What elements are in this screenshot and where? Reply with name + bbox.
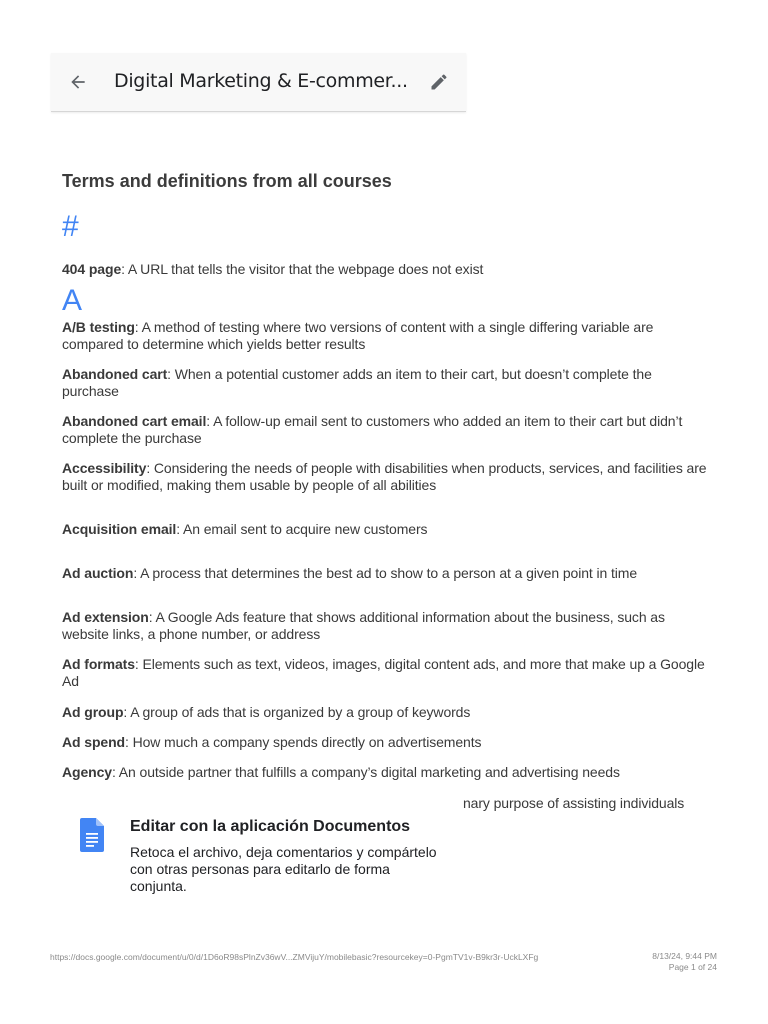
page-number: Page 1 of 24 [668,962,717,972]
glossary-entry [62,261,712,278]
entry-term: Ad group [62,704,124,720]
glossary-entry [62,565,712,582]
edit-in-docs-app-promo[interactable] [62,806,462,916]
entry-term: Acquisition email [62,521,177,537]
entry-definition: : When a potential customer adds an item to their cart, but doesn’t complete the purchase [62,366,652,399]
glossary-entry [62,413,712,447]
entry-term: Ad auction [62,565,134,581]
glossary-entry [62,609,712,643]
entry-term: 404 page [62,261,122,277]
print-footer-url: https://docs.google.com/document/u/0/d/1D6oR98sPlnZv36wV...ZMVijuY/mobilebasic?resourcekey=0-PgmTV1v-B9kr3r-UckLXFg [50,952,539,962]
glossary-entry [62,704,712,721]
glossary-entry [62,734,712,751]
section-letter-hash: # [62,210,79,243]
glossary-entry [62,366,712,400]
google-docs-icon [80,818,104,852]
glossary-entry [62,521,712,538]
glossary-entry [62,764,712,781]
entry-term: Abandoned cart email [62,413,207,429]
entry-definition: : How much a company spends directly on advertisements [124,734,482,750]
glossary-entry [62,319,712,353]
promo-title: Editar con la aplicación Documentos [130,818,411,835]
page-heading: Terms and definitions from all courses [62,171,392,191]
entry-definition: : A group of ads that is organized by a group of keywords [123,704,471,720]
entry-definition: : A process that determines the best ad to show to a person at a given point in time [133,565,638,581]
glossary-entry [62,656,712,690]
entry-definition: : A follow-up email sent to customers who added an item to their cart but didn’t complete the purchase [62,413,683,446]
app-bar [51,53,466,112]
entry-term: A/B testing [62,319,135,335]
entry-term: Ad extension [62,609,149,625]
entry-term: Ad spend [62,734,125,750]
document-title: Digital Marketing & E-commer... [114,70,408,92]
entry-definition: : A Google Ads feature that shows additional information about the business, such as website links, a phone number, or address [62,609,665,642]
entry-definition: : Considering the needs of people with disabilities when products, services, and facilities are built or modified, making them usable by people of all abilities [62,460,707,493]
pencil-icon[interactable] [429,72,449,92]
entry-definition: : A method of testing where two versions of content with a single differing variable are compared to determine which yields better results [62,319,654,352]
entry-definition: : An outside partner that fulfills a company’s digital marketing and advertising needs [111,764,620,780]
entry-term: Ad formats [62,656,135,672]
promo-body: Retoca el archivo, deja comentarios y compártelo con otras personas para editarlo de forma conjunta. [130,844,437,894]
clipped-entry-text: nary purpose of assisting individuals [463,795,685,811]
entry-term: Accessibility [62,460,147,476]
entry-term: Abandoned cart [62,366,168,382]
print-footer-meta [652,951,717,973]
entry-definition: : An email sent to acquire new customers [176,521,428,537]
entry-definition: : Elements such as text, videos, images, digital content ads, and more that make up a Google Ad [62,656,705,689]
entry-definition: : A URL that tells the visitor that the webpage does not exist [121,261,484,277]
print-datetime: 8/13/24, 9:44 PM [652,951,717,961]
section-letter-a: A [62,284,83,317]
glossary-entry [62,460,712,494]
arrow-left-icon[interactable] [68,72,88,92]
entry-term: Agency [62,764,112,780]
